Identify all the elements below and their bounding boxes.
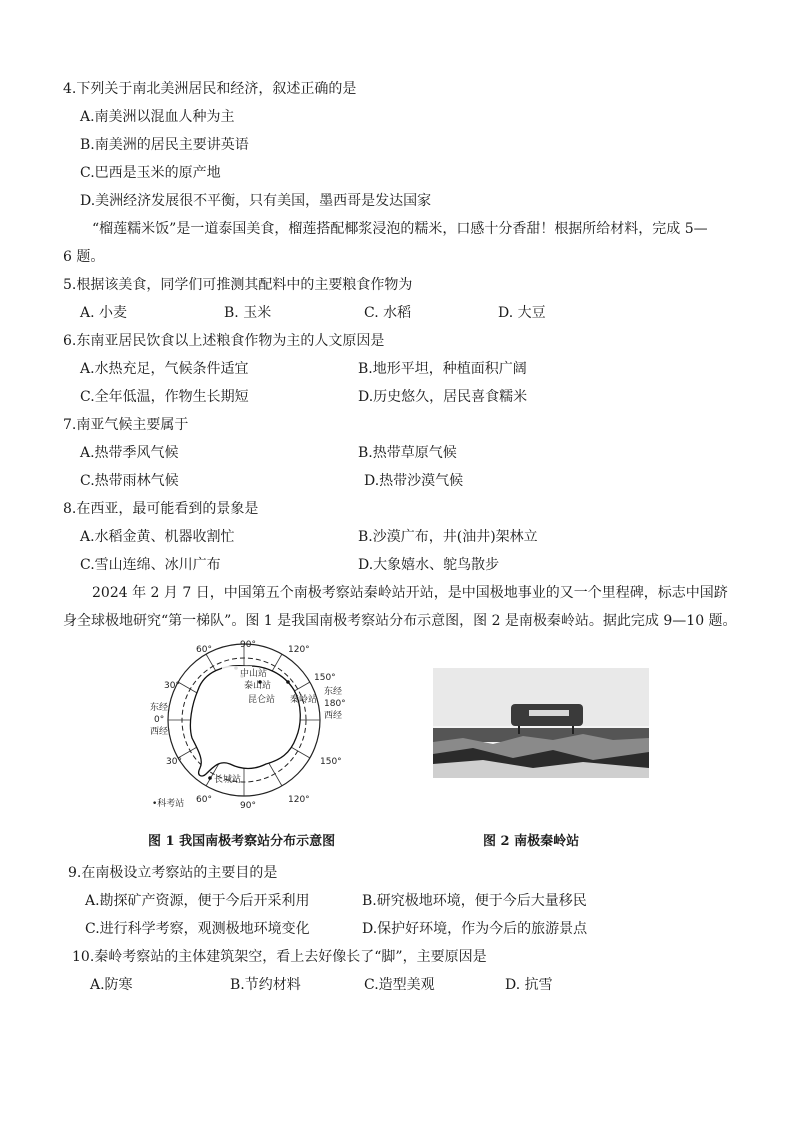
q10-option-c: C.造型美观 bbox=[364, 977, 435, 993]
q10-option-a: A.防寒 bbox=[90, 977, 133, 993]
label-east-right: 东经 bbox=[324, 687, 343, 697]
intro-5-6-line2: 6 题。 bbox=[63, 249, 105, 265]
q5-option-b: B. 玉米 bbox=[224, 305, 272, 321]
intro-9-10-line1: 2024 年 2 月 7 日，中国第五个南极考察站秦岭站开站，是中国极地事业的又一个里程碑，标志中国跻 bbox=[92, 585, 728, 601]
label-zhongshan-station: 中山站 bbox=[240, 669, 268, 679]
label-0-degree: 0° bbox=[154, 715, 165, 725]
q8-option-d: D.大象嬉水、鸵鸟散步 bbox=[358, 557, 500, 573]
question-9-stem: 9.在南极设立考察站的主要目的是 bbox=[68, 865, 278, 881]
q4-option-c: C.巴西是玉米的原产地 bbox=[80, 165, 221, 181]
label-qinling-station: 秦岭站 bbox=[290, 695, 318, 705]
label-changcheng-station: 长城站 bbox=[214, 775, 242, 785]
label-90-bottom: 90° bbox=[240, 801, 256, 810]
figure-1-caption: 图 1 我国南极考察站分布示意图 bbox=[148, 834, 336, 849]
q10-option-d: D. 抗雪 bbox=[505, 977, 553, 993]
label-150-top-right: 150° bbox=[314, 673, 336, 683]
q8-option-b: B.沙漠广布，井(油井)架林立 bbox=[358, 529, 538, 545]
qinling-station-photo bbox=[433, 668, 649, 778]
q7-option-b: B.热带草原气候 bbox=[358, 445, 457, 461]
intro-9-10-line2: 身全球极地研究“第一梯队”。图 1 是我国南极考察站分布示意图，图 2 是南极秦岭站。据此完成 9—10 题。 bbox=[63, 613, 737, 629]
q7-option-d: D.热带沙漠气候 bbox=[364, 473, 464, 489]
intro-5-6-line1: “榴莲糯米饭”是一道泰国美食，榴莲搭配椰浆浸泡的糯米，口感十分香甜！根据所给材料，完成 5— bbox=[92, 221, 708, 237]
label-kunlun-station: 昆仑站 bbox=[248, 695, 276, 705]
label-180-degree: 180° bbox=[324, 699, 346, 709]
label-30-left: 30° bbox=[164, 681, 180, 691]
label-east-left: 东经 bbox=[150, 703, 169, 713]
q6-option-b: B.地形平坦，种植面积广阔 bbox=[358, 361, 527, 377]
q10-option-b: B.节约材料 bbox=[230, 977, 301, 993]
q5-option-c: C. 水稻 bbox=[364, 305, 412, 321]
label-west-right: 西经 bbox=[324, 711, 343, 721]
question-5-stem: 5.根据该美食，同学们可推测其配料中的主要粮食作物为 bbox=[63, 277, 413, 293]
q6-option-c: C.全年低温，作物生长期短 bbox=[80, 389, 249, 405]
q6-option-d: D.历史悠久，居民喜食糯米 bbox=[358, 389, 528, 405]
q4-option-b: B.南美洲的居民主要讲英语 bbox=[80, 137, 249, 153]
figure-2-caption: 图 2 南极秦岭站 bbox=[483, 834, 580, 849]
q8-option-a: A.水稻金黄、机器收割忙 bbox=[80, 529, 235, 545]
q4-option-d: D.美洲经济发展很不平衡，只有美国，墨西哥是发达国家 bbox=[80, 193, 432, 209]
q7-option-a: A.热带季风气候 bbox=[80, 445, 179, 461]
q7-option-c: C.热带雨林气候 bbox=[80, 473, 179, 489]
label-west-left: 西经 bbox=[150, 727, 169, 737]
q9-option-c: C.进行科学考察，观测极地环境变化 bbox=[85, 921, 310, 937]
question-10-stem: 10.秦岭考察站的主体建筑架空，看上去好像长了“脚”，主要原因是 bbox=[72, 949, 487, 965]
q4-option-a: A.南美洲以混血人种为主 bbox=[80, 109, 235, 125]
q9-option-a: A.勘探矿产资源，便于今后开采利用 bbox=[85, 893, 310, 909]
question-8-stem: 8.在西亚，最可能看到的景象是 bbox=[63, 501, 259, 517]
question-4-stem: 4.下列关于南北美洲居民和经济，叙述正确的是 bbox=[63, 81, 357, 97]
label-120-top-right: 120° bbox=[288, 645, 310, 655]
q5-option-a: A. 小麦 bbox=[80, 305, 128, 321]
antarctic-stations-map bbox=[148, 638, 348, 810]
question-6-stem: 6.东南亚居民饮食以上述粮食作物为主的人文原因是 bbox=[63, 333, 385, 349]
label-150-right: 150° bbox=[320, 757, 342, 767]
q9-option-d: D.保护好环境，作为今后的旅游景点 bbox=[362, 921, 588, 937]
q9-option-b: B.研究极地环境，便于今后大量移民 bbox=[362, 893, 587, 909]
label-taishan-station: 泰山站 bbox=[244, 681, 272, 691]
q6-option-a: A.水热充足，气候条件适宜 bbox=[80, 361, 249, 377]
label-30-bottom-left: 30° bbox=[166, 757, 182, 767]
label-60-bottom: 60° bbox=[196, 795, 212, 805]
map-legend-research-station: •科考站 bbox=[152, 799, 185, 809]
label-60-top-left: 60° bbox=[196, 645, 212, 655]
q5-option-d: D. 大豆 bbox=[498, 305, 546, 321]
q8-option-c: C.雪山连绵、冰川广布 bbox=[80, 557, 221, 573]
label-90-top: 90° bbox=[240, 640, 256, 650]
label-120-bottom: 120° bbox=[288, 795, 310, 805]
question-7-stem: 7.南亚气候主要属于 bbox=[63, 417, 189, 433]
